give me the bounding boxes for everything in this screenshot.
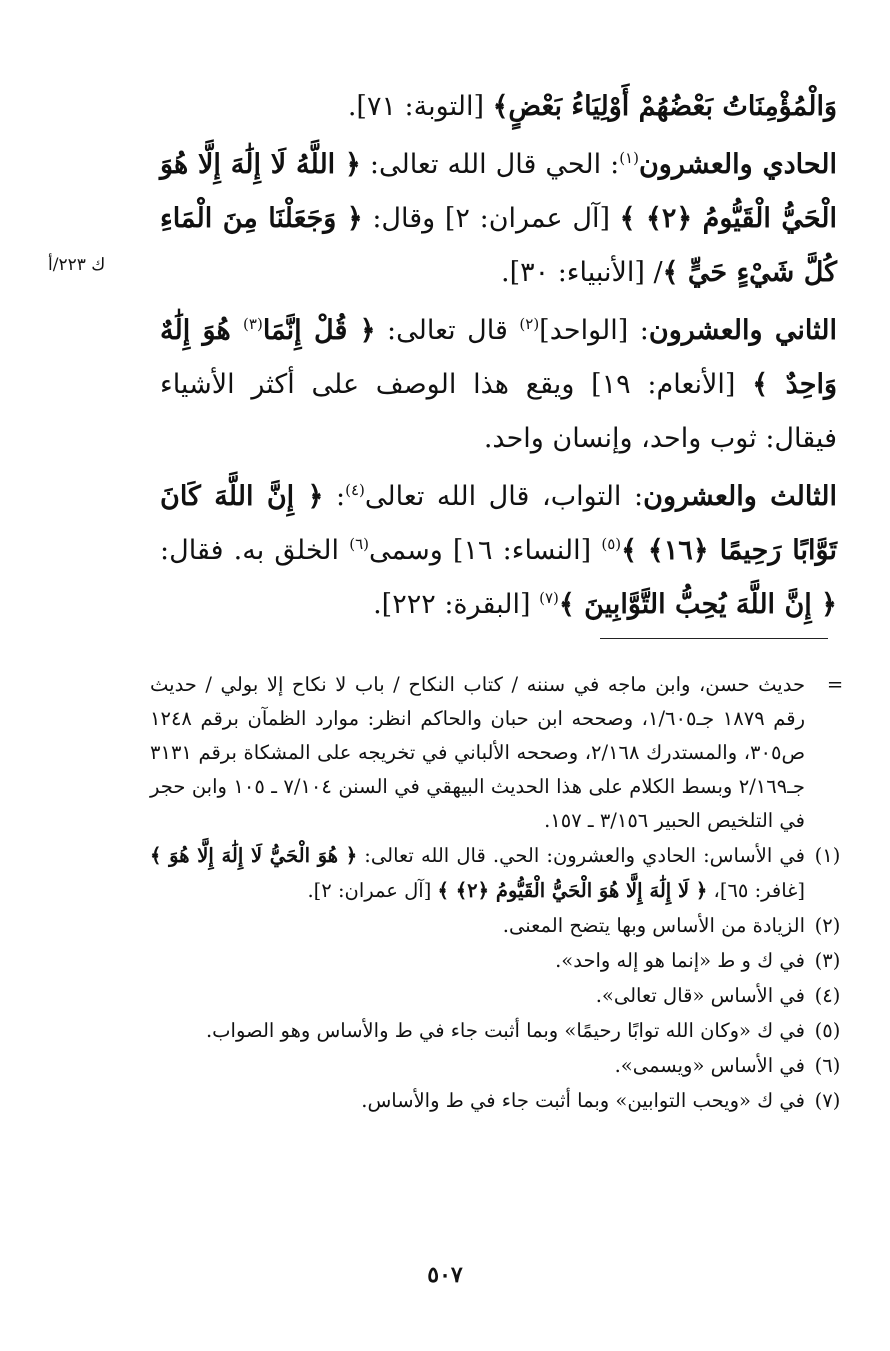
footnote-marker: (١) xyxy=(619,149,639,167)
footnote-item xyxy=(150,978,850,1013)
paragraph-heading: الثالث والعشرون xyxy=(643,481,838,512)
footnote-item xyxy=(150,838,850,908)
footnotes xyxy=(150,668,850,1118)
quran-verse: ﴿ إِنَّ اللَّهَ يُحِبُّ التَّوَّابِينَ ﴾ xyxy=(558,589,837,620)
quran-verse: هُوَ إِلَٰهٌ وَاحِدٌ ﴾ xyxy=(160,315,837,400)
page-number: ٥٠٧ xyxy=(427,1262,463,1288)
paragraph-name-21 xyxy=(160,138,837,300)
footnote-number: (٤) xyxy=(814,984,841,1007)
verse-citation: [البقرة: ٢٢٢]. xyxy=(373,589,540,620)
quran-verse: ﴿ اللَّهُ لَا إِلَٰهَ إِلَّا هُوَ الْحَيُّ الْقَيُّومُ ﴿٢﴾ ﴾ xyxy=(160,149,837,234)
quran-verse: ﴿ قُلْ إِنَّمَا xyxy=(262,315,376,346)
margin-manuscript-reference: ك ٢٢٣/أ xyxy=(48,255,106,275)
paragraph-text: : xyxy=(323,481,346,512)
quran-verse: ﴿ هُوَ الْحَيُّ لَا إِلَٰهَ إِلَّا هُوَ ﴾ xyxy=(150,844,358,867)
paragraph-name-23 xyxy=(160,470,837,632)
continuation-mark: = xyxy=(826,673,844,696)
footnote-item xyxy=(150,908,850,943)
footnote-item xyxy=(150,1013,850,1048)
footnote-separator xyxy=(600,638,828,639)
footnote-number: (٣) xyxy=(814,949,841,972)
paragraph-text: الخلق به. فقال: xyxy=(160,535,350,566)
footnote-item xyxy=(150,1048,850,1083)
footnote-marker: (٣) xyxy=(243,315,263,333)
paragraph-text: : التواب، قال الله تعالى xyxy=(364,481,644,512)
quran-verse: ﴿ إِنَّ اللَّهَ كَانَ تَوَّابًا رَحِيمًا ﴿١٦﴾ ﴾ xyxy=(160,481,837,566)
footnote-text: في الأساس «قال تعالى». xyxy=(595,984,805,1007)
paragraph-text: [الأنعام: ١٩] ويقع هذا الوصف على أكثر الأشياء فيقال: ثوب واحد، وإنسان واحد. xyxy=(160,369,837,454)
footnote-text: في ك «ويحب التوابين» وبما أثبت جاء في ط والأساس. xyxy=(361,1089,805,1112)
paragraph-heading: الحادي والعشرون xyxy=(638,149,837,180)
main-text xyxy=(160,82,837,636)
footnote-number: (٦) xyxy=(814,1054,841,1077)
footnote-marker: (٥) xyxy=(601,535,622,553)
paragraph-verse-continuation xyxy=(160,82,837,132)
verse-citation: [آل عمران: ٢] وقال: xyxy=(362,203,620,234)
footnote-number: (١) xyxy=(814,844,841,867)
paragraph-text: قال تعالى: xyxy=(375,315,520,346)
footnote-continuation-text: حديث حسن، وابن ماجه في سننه / كتاب النكاح / باب لا نكاح إلا بولي / حديث رقم ١٨٧٩ جـ١/٦٠٥، وصححه ابن حبان والحاكم انظر: موارد الظمآن برقم ١٢٤٨ ص٣٠٥، والمستدرك ٢/١٦٨، وصححه الألباني في تخريجه على المشكاة برقم ٣١٣١ جـ٢/١٦٩ وبسط الكلام على هذا الحديث البيهقي في السنن ٧/١٠٤ ـ ١٠٥ وابن حجر في التلخيص الحبير ٣/١٥٦ ـ ١٥٧. xyxy=(150,673,806,832)
footnote-number: (٢) xyxy=(814,914,841,937)
paragraph-heading: الثاني والعشرون xyxy=(648,315,837,346)
footnote-text: في ك و ط «إنما هو إله واحد». xyxy=(555,949,805,972)
footnote-text-part: [آل عمران: ٢]. xyxy=(307,879,438,902)
quran-verse: ﴿ لَا إِلَٰهَ إِلَّا هُوَ الْحَيُّ الْقَيُّومُ ﴿٢﴾ ﴾ xyxy=(437,879,708,902)
footnote-marker: (٢) xyxy=(519,315,540,333)
footnote-number: (٥) xyxy=(814,1019,841,1042)
footnote-marker: (٧) xyxy=(539,589,559,607)
footnote-item xyxy=(150,1083,850,1118)
paragraph-text: : الحي قال الله تعالى: xyxy=(360,149,620,180)
quran-verse: ﴿ وَجَعَلْنَا مِنَ الْمَاءِ كُلَّ شَيْءٍ حَيٍّ ﴾ xyxy=(160,203,837,288)
footnote-text-part: [غافر: ٦٥]، xyxy=(707,879,805,902)
footnote-text: الزيادة من الأساس وبها يتضح المعنى. xyxy=(502,914,805,937)
paragraph-text: : [الواحد] xyxy=(539,315,649,346)
footnote-text-part: في الأساس: الحادي والعشرون: الحي. قال الله تعالى: xyxy=(357,844,805,867)
footnote-item xyxy=(150,943,850,978)
footnote-number: (٧) xyxy=(814,1089,841,1112)
paragraph-text: [النساء: ١٦] وسمى xyxy=(368,535,602,566)
footnote-continuation xyxy=(150,668,844,838)
footnote-text xyxy=(150,838,805,908)
verse-citation: / [الأنبياء: ٣٠]. xyxy=(500,257,663,288)
footnote-text: في ك «وكان الله توابًا رحيمًا» وبما أثبت جاء في ط والأساس وهو الصواب. xyxy=(205,1019,805,1042)
footnote-marker: (٤) xyxy=(345,481,365,499)
footnote-marker: (٦) xyxy=(349,535,369,553)
verse-citation: [التوبة: ٧١]. xyxy=(347,91,493,122)
paragraph-name-22 xyxy=(160,304,837,466)
quran-verse: وَالْمُؤْمِنَاتُ بَعْضُهُمْ أَوْلِيَاءُ بَعْضٍ﴾ xyxy=(492,91,837,122)
footnote-text: في الأساس «ويسمى». xyxy=(614,1054,805,1077)
